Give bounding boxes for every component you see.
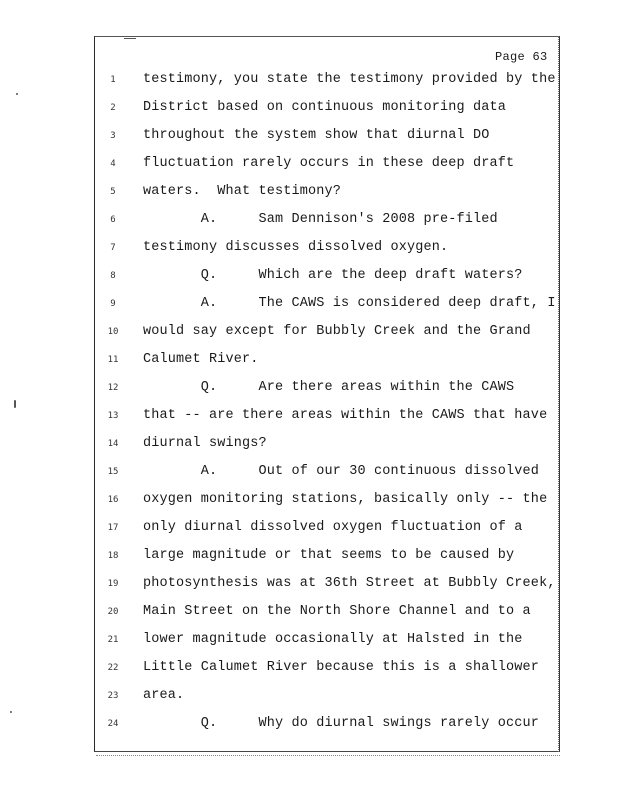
- transcript-line: [0, 463, 618, 483]
- line-number: 21: [107, 635, 119, 645]
- line-text: oxygen monitoring stations, basically only -- the: [143, 492, 548, 507]
- scan-speck: [16, 93, 18, 95]
- line-number: 13: [107, 411, 119, 421]
- line-text: fluctuation rarely occurs in these deep draft: [143, 156, 515, 171]
- line-text: area.: [143, 688, 185, 703]
- line-text: testimony discusses dissolved oxygen.: [143, 240, 449, 255]
- transcript-line: [0, 575, 618, 595]
- line-text: diurnal swings?: [143, 436, 267, 451]
- transcript-line: [0, 239, 618, 259]
- page-number: Page 63: [495, 50, 548, 64]
- transcript-line: [0, 687, 618, 707]
- line-text: photosynthesis was at 36th Street at Bubbly Creek,: [143, 576, 556, 591]
- line-text: Calumet River.: [143, 352, 259, 367]
- line-number: 19: [107, 579, 119, 589]
- line-text: A. The CAWS is considered deep draft, I: [143, 296, 556, 311]
- transcript-line: [0, 71, 618, 91]
- line-number: 14: [107, 439, 119, 449]
- scan-speck: [14, 400, 16, 408]
- line-number: 24: [107, 719, 119, 729]
- transcript-line: [0, 407, 618, 427]
- line-text: waters. What testimony?: [143, 184, 342, 199]
- line-number: 1: [110, 75, 116, 85]
- line-number: 12: [107, 383, 119, 393]
- line-text: Q. Which are the deep draft waters?: [143, 268, 523, 283]
- line-text: lower magnitude occasionally at Halsted in the: [143, 632, 523, 647]
- line-text: Q. Are there areas within the CAWS: [143, 380, 515, 395]
- line-text: A. Out of our 30 continuous dissolved: [143, 464, 540, 479]
- line-number: 6: [110, 215, 116, 225]
- line-number: 16: [107, 495, 119, 505]
- line-number: 9: [110, 299, 116, 309]
- transcript-line: [0, 659, 618, 679]
- line-text: Little Calumet River because this is a shallower: [143, 660, 540, 675]
- line-text: would say except for Bubbly Creek and the Grand: [143, 324, 531, 339]
- transcript-line: [0, 715, 618, 735]
- line-number: 22: [107, 663, 119, 673]
- line-text: testimony, you state the testimony provided by the: [143, 72, 556, 87]
- line-number: 11: [107, 355, 119, 365]
- transcript-line: [0, 603, 618, 623]
- transcript-line: [0, 267, 618, 287]
- line-text: Main Street on the North Shore Channel and to a: [143, 604, 531, 619]
- transcript-line: [0, 491, 618, 511]
- scan-speck: [124, 38, 136, 39]
- transcript-line: [0, 155, 618, 175]
- transcript-line: [0, 547, 618, 567]
- transcript-line: [0, 183, 618, 203]
- line-number: 15: [107, 467, 119, 477]
- transcript-line: [0, 379, 618, 399]
- line-number: 8: [110, 271, 116, 281]
- line-number: 23: [107, 691, 119, 701]
- line-number: 18: [107, 551, 119, 561]
- page-bottom-edge: [96, 752, 560, 756]
- line-text: District based on continuous monitoring data: [143, 100, 507, 115]
- scan-speck: [10, 711, 12, 713]
- transcript-line: [0, 435, 618, 455]
- transcript-line: [0, 211, 618, 231]
- line-number: 5: [110, 187, 116, 197]
- line-text: that -- are there areas within the CAWS that have: [143, 408, 548, 423]
- transcript-line: [0, 519, 618, 539]
- line-text: large magnitude or that seems to be caused by: [143, 548, 515, 563]
- line-number: 20: [107, 607, 119, 617]
- line-text: Q. Why do diurnal swings rarely occur: [143, 716, 540, 731]
- line-text: only diurnal dissolved oxygen fluctuation of a: [143, 520, 523, 535]
- line-number: 4: [110, 159, 116, 169]
- line-text: throughout the system show that diurnal DO: [143, 128, 490, 143]
- transcript-line: [0, 631, 618, 651]
- transcript-line: [0, 351, 618, 371]
- line-number: 17: [107, 523, 119, 533]
- line-number: 2: [110, 103, 116, 113]
- line-number: 10: [107, 327, 119, 337]
- transcript-line: [0, 295, 618, 315]
- transcript-line: [0, 127, 618, 147]
- line-number: 3: [110, 131, 116, 141]
- line-number: 7: [110, 243, 116, 253]
- transcript-line: [0, 323, 618, 343]
- transcript-line: [0, 99, 618, 119]
- line-text: A. Sam Dennison's 2008 pre-filed: [143, 212, 498, 227]
